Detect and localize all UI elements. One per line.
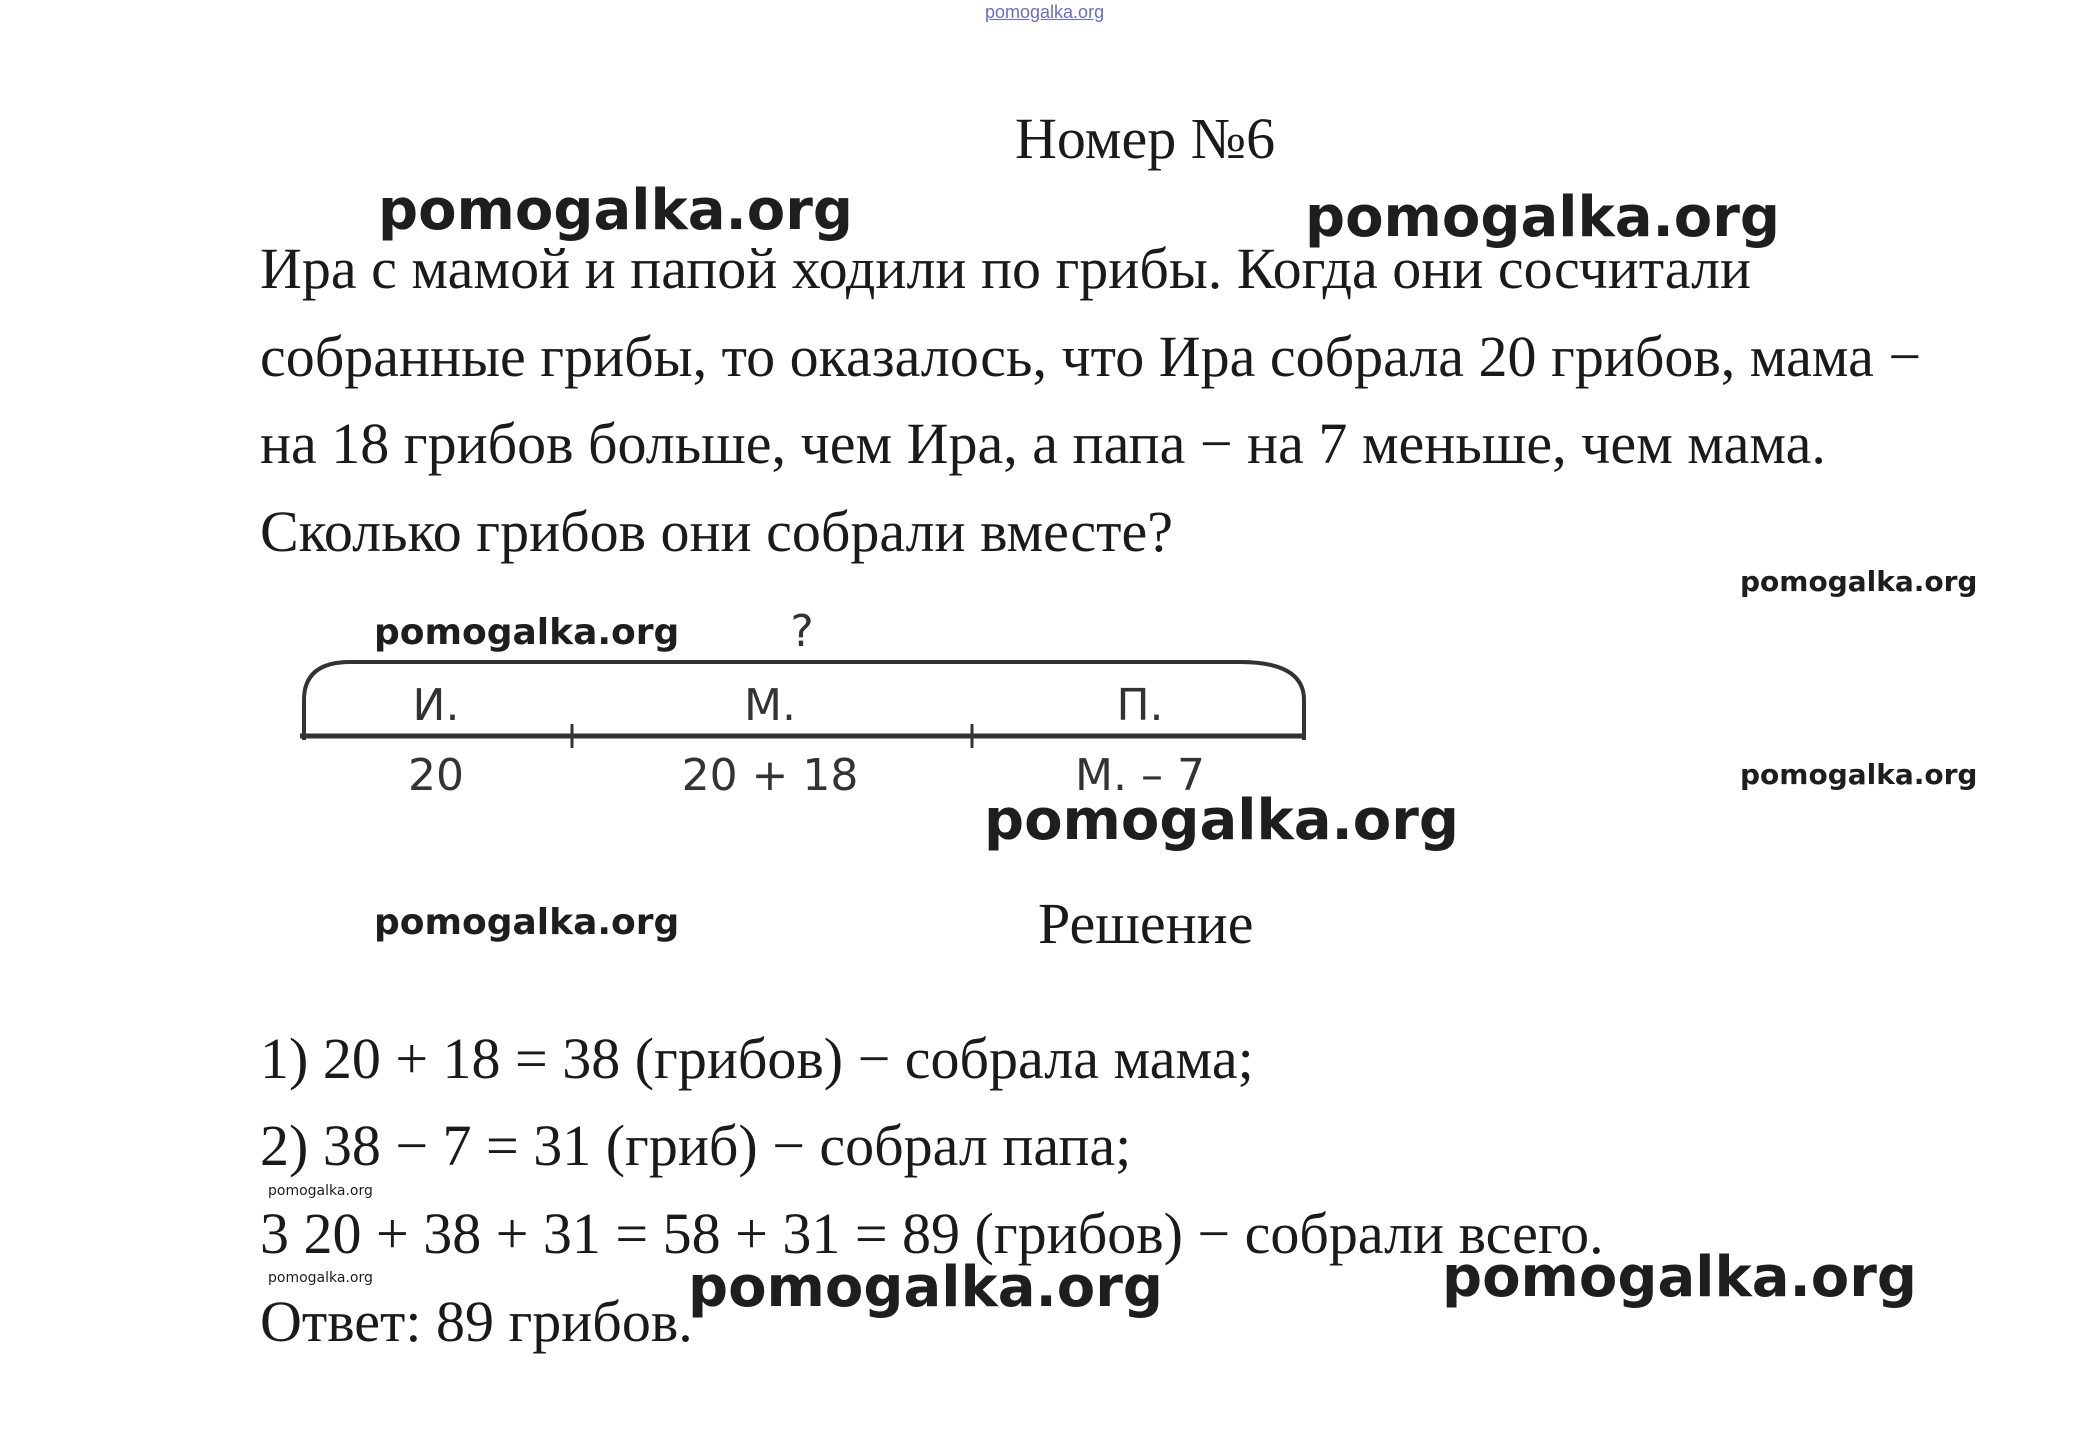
segment-value-mama: 20 + 18 xyxy=(681,750,859,801)
solution-step-3: 3 20 + 38 + 31 = 58 + 31 = 89 (грибов) − собрали всего. xyxy=(260,1201,1604,1266)
watermark-3: pomogalka.org xyxy=(1740,565,1978,598)
watermark-8: pomogalka.org xyxy=(268,1183,373,1199)
watermark-2: pomogalka.org xyxy=(1305,185,1780,250)
task-line-1: Ира с мамой и папой ходили по грибы. Когда они сосчитали xyxy=(260,236,1752,301)
watermark-7: pomogalka.org xyxy=(374,902,680,943)
solution-answer: Ответ: 89 грибов. xyxy=(260,1289,693,1354)
diagram-question: ? xyxy=(790,606,814,657)
segment-label-ira: И. xyxy=(412,680,460,731)
page-title: Номер №6 xyxy=(1015,106,1276,171)
watermark-11: pomogalka.org xyxy=(1442,1245,1917,1310)
solution-heading: Решение xyxy=(1038,891,1254,956)
task-line-4: Сколько грибов они собрали вместе? xyxy=(260,499,1173,564)
watermark-5: pomogalka.org xyxy=(1740,758,1978,791)
task-line-2: собранные грибы, то оказалось, что Ира собрала 20 грибов, мама − xyxy=(260,324,1922,389)
top-watermark-link[interactable]: pomogalka.org xyxy=(985,2,1105,22)
solution-step-1: 1) 20 + 18 = 38 (грибов) − собрала мама; xyxy=(260,1026,1254,1091)
watermark-1: pomogalka.org xyxy=(378,178,853,243)
segment-label-papa: П. xyxy=(1116,680,1164,731)
watermark-4: pomogalka.org xyxy=(374,612,680,653)
segment-value-ira: 20 xyxy=(408,750,464,801)
segment-value-papa: М. – 7 xyxy=(1075,750,1205,801)
watermark-6: pomogalka.org xyxy=(984,788,1459,853)
watermark-9: pomogalka.org xyxy=(268,1270,373,1286)
watermark-10: pomogalka.org xyxy=(688,1255,1163,1320)
task-line-3: на 18 грибов больше, чем Ира, а папа − на 7 меньше, чем мама. xyxy=(260,411,1826,476)
segment-label-mama: М. xyxy=(744,680,796,731)
solution-step-2: 2) 38 − 7 = 31 (гриб) − собрал папа; xyxy=(260,1113,1132,1178)
